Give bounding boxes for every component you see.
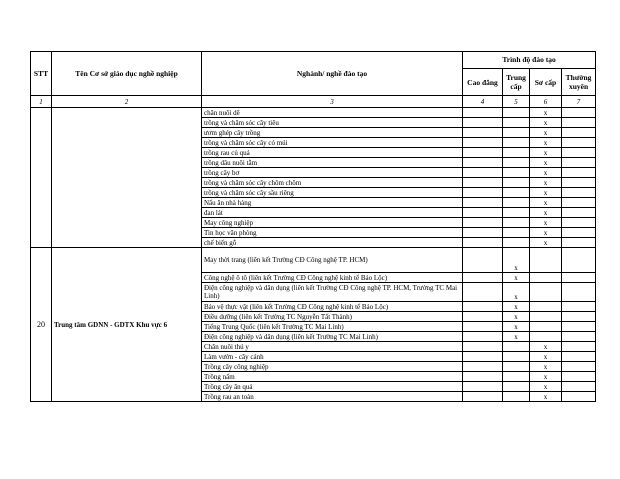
cao-dang-cell xyxy=(463,188,503,198)
col-number: 3 xyxy=(202,96,463,108)
profession-cell: ươm ghép cây trồng xyxy=(202,128,463,138)
thuong-xuyen-cell xyxy=(562,248,596,273)
cao-dang-cell xyxy=(463,312,503,322)
header-cao-dang: Cao đẳng xyxy=(463,69,503,96)
header-trung-cap: Trung cấp xyxy=(503,69,530,96)
so-cap-cell: x xyxy=(530,118,562,128)
cao-dang-cell xyxy=(463,208,503,218)
trung-cap-cell xyxy=(503,382,530,392)
cao-dang-cell xyxy=(463,138,503,148)
profession-cell: Trồng nấm xyxy=(202,372,463,382)
trung-cap-cell: x xyxy=(503,332,530,342)
header-level: Trình độ đào tạo xyxy=(463,52,596,69)
trung-cap-cell xyxy=(503,218,530,228)
so-cap-cell: x xyxy=(530,228,562,238)
cao-dang-cell xyxy=(463,248,503,273)
thuong-xuyen-cell xyxy=(562,118,596,128)
table-row xyxy=(31,108,596,118)
cao-dang-cell xyxy=(463,118,503,128)
trung-cap-cell: x xyxy=(503,312,530,322)
header-profession: Nghành/ nghề đào tạo xyxy=(202,52,463,96)
table-row xyxy=(31,248,596,273)
thuong-xuyen-cell xyxy=(562,198,596,208)
header-so-cap: Sơ cấp xyxy=(530,69,562,96)
so-cap-cell xyxy=(530,332,562,342)
col-number: 5 xyxy=(503,96,530,108)
so-cap-cell: x xyxy=(530,218,562,228)
profession-cell: Tiếng Trung Quốc (liên kết Trường TC Mai Linh) xyxy=(202,322,463,332)
thuong-xuyen-cell xyxy=(562,138,596,148)
trung-cap-cell xyxy=(503,392,530,402)
col-number: 7 xyxy=(562,96,596,108)
trung-cap-cell: x xyxy=(503,322,530,332)
column-number-row xyxy=(31,96,596,108)
so-cap-cell: x xyxy=(530,208,562,218)
thuong-xuyen-cell xyxy=(562,362,596,372)
profession-cell: đan lát xyxy=(202,208,463,218)
profession-cell: trồng và chăm sóc cây có múi xyxy=(202,138,463,148)
so-cap-cell: x xyxy=(530,148,562,158)
trung-cap-cell: x xyxy=(503,248,530,273)
cao-dang-cell xyxy=(463,372,503,382)
profession-cell: trồng cây bơ xyxy=(202,168,463,178)
cao-dang-cell xyxy=(463,108,503,118)
col-number: 2 xyxy=(52,96,202,108)
thuong-xuyen-cell xyxy=(562,322,596,332)
so-cap-cell: x xyxy=(530,342,562,352)
cao-dang-cell xyxy=(463,283,503,302)
cao-dang-cell xyxy=(463,148,503,158)
thuong-xuyen-cell xyxy=(562,168,596,178)
cao-dang-cell xyxy=(463,382,503,392)
profession-cell: Điện công nghiệp và dân dụng (liên kết Trường TC Mai Linh) xyxy=(202,332,463,342)
profession-cell: Chăn nuôi thú y xyxy=(202,342,463,352)
cao-dang-cell xyxy=(463,198,503,208)
thuong-xuyen-cell xyxy=(562,382,596,392)
so-cap-cell: x xyxy=(530,188,562,198)
so-cap-cell xyxy=(530,273,562,283)
profession-cell: Bảo vệ thực vật (liên kết Trường CĐ Công nghệ kinh tế Bảo Lộc) xyxy=(202,302,463,312)
thuong-xuyen-cell xyxy=(562,128,596,138)
trung-cap-cell: x xyxy=(503,273,530,283)
profession-cell: trồng và chăm sóc cây chôm chôm xyxy=(202,178,463,188)
thuong-xuyen-cell xyxy=(562,312,596,322)
institution-cell xyxy=(52,108,202,248)
stt-cell: 20 xyxy=(31,248,52,402)
trung-cap-cell xyxy=(503,118,530,128)
so-cap-cell: x xyxy=(530,392,562,402)
so-cap-cell xyxy=(530,248,562,273)
cao-dang-cell xyxy=(463,302,503,312)
trung-cap-cell xyxy=(503,148,530,158)
profession-cell: Tin học văn phòng xyxy=(202,228,463,238)
thuong-xuyen-cell xyxy=(562,218,596,228)
profession-cell: Làm vườn - cây cảnh xyxy=(202,352,463,362)
trung-cap-cell xyxy=(503,198,530,208)
cao-dang-cell xyxy=(463,168,503,178)
so-cap-cell: x xyxy=(530,178,562,188)
profession-cell: trồng rau củ quả xyxy=(202,148,463,158)
thuong-xuyen-cell xyxy=(562,178,596,188)
cao-dang-cell xyxy=(463,352,503,362)
profession-cell: Nấu ăn nhà hàng xyxy=(202,198,463,208)
header-institution: Tên Cơ sở giáo dục nghề nghiệp xyxy=(52,52,202,96)
training-table xyxy=(30,51,596,402)
so-cap-cell: x xyxy=(530,362,562,372)
trung-cap-cell xyxy=(503,168,530,178)
so-cap-cell: x xyxy=(530,168,562,178)
trung-cap-cell xyxy=(503,128,530,138)
profession-cell: May công nghiệp xyxy=(202,218,463,228)
profession-cell: Điều dưỡng (liên kết Trường TC Nguyễn Tất Thành) xyxy=(202,312,463,322)
profession-cell: Điện công nghiệp và dân dụng (liên kết Trường CĐ Công nghệ TP. HCM, Trường TC Mai Linh) xyxy=(202,283,463,302)
trung-cap-cell: x xyxy=(503,283,530,302)
so-cap-cell: x xyxy=(530,372,562,382)
thuong-xuyen-cell xyxy=(562,302,596,312)
profession-cell: chăn nuôi dê xyxy=(202,108,463,118)
so-cap-cell: x xyxy=(530,352,562,362)
so-cap-cell: x xyxy=(530,238,562,248)
thuong-xuyen-cell xyxy=(562,188,596,198)
header-thuong-xuyen: Thường xuyên xyxy=(562,69,596,96)
institution-name: Trung tâm GDNN - GDTX Khu vực 6 xyxy=(52,248,202,402)
cao-dang-cell xyxy=(463,238,503,248)
trung-cap-cell xyxy=(503,362,530,372)
cao-dang-cell xyxy=(463,273,503,283)
profession-cell: trồng và chăm sóc cây sầu riêng xyxy=(202,188,463,198)
cao-dang-cell xyxy=(463,342,503,352)
trung-cap-cell: x xyxy=(503,302,530,312)
header-stt: STT xyxy=(31,52,52,96)
table-body xyxy=(31,108,596,402)
trung-cap-cell xyxy=(503,208,530,218)
trung-cap-cell xyxy=(503,228,530,238)
cao-dang-cell xyxy=(463,228,503,238)
so-cap-cell: x xyxy=(530,138,562,148)
cao-dang-cell xyxy=(463,392,503,402)
thuong-xuyen-cell xyxy=(562,342,596,352)
thuong-xuyen-cell xyxy=(562,332,596,342)
so-cap-cell xyxy=(530,302,562,312)
profession-cell: trồng dâu nuôi tằm xyxy=(202,158,463,168)
trung-cap-cell xyxy=(503,238,530,248)
so-cap-cell: x xyxy=(530,128,562,138)
cao-dang-cell xyxy=(463,322,503,332)
cao-dang-cell xyxy=(463,158,503,168)
header-row-1 xyxy=(31,52,596,69)
so-cap-cell: x xyxy=(530,382,562,392)
thuong-xuyen-cell xyxy=(562,283,596,302)
trung-cap-cell xyxy=(503,158,530,168)
thuong-xuyen-cell xyxy=(562,352,596,362)
cao-dang-cell xyxy=(463,332,503,342)
thuong-xuyen-cell xyxy=(562,392,596,402)
profession-cell: Công nghệ ô tô (liên kết Trường CĐ Công nghệ kinh tế Bảo Lộc) xyxy=(202,273,463,283)
col-number: 4 xyxy=(463,96,503,108)
profession-cell: Trồng cây công nghiệp xyxy=(202,362,463,372)
so-cap-cell: x xyxy=(530,108,562,118)
thuong-xuyen-cell xyxy=(562,208,596,218)
profession-cell: chế biến gỗ xyxy=(202,238,463,248)
thuong-xuyen-cell xyxy=(562,273,596,283)
thuong-xuyen-cell xyxy=(562,238,596,248)
trung-cap-cell xyxy=(503,352,530,362)
cao-dang-cell xyxy=(463,218,503,228)
cao-dang-cell xyxy=(463,178,503,188)
col-number: 1 xyxy=(31,96,52,108)
so-cap-cell xyxy=(530,322,562,332)
so-cap-cell: x xyxy=(530,198,562,208)
trung-cap-cell xyxy=(503,108,530,118)
thuong-xuyen-cell xyxy=(562,228,596,238)
so-cap-cell: x xyxy=(530,158,562,168)
profession-cell: trồng và chăm sóc cây tiêu xyxy=(202,118,463,128)
so-cap-cell xyxy=(530,283,562,302)
profession-cell: Trồng rau an toàn xyxy=(202,392,463,402)
so-cap-cell xyxy=(530,312,562,322)
thuong-xuyen-cell xyxy=(562,148,596,158)
thuong-xuyen-cell xyxy=(562,108,596,118)
cao-dang-cell xyxy=(463,128,503,138)
cao-dang-cell xyxy=(463,362,503,372)
trung-cap-cell xyxy=(503,188,530,198)
thuong-xuyen-cell xyxy=(562,158,596,168)
trung-cap-cell xyxy=(503,138,530,148)
trung-cap-cell xyxy=(503,178,530,188)
thuong-xuyen-cell xyxy=(562,372,596,382)
trung-cap-cell xyxy=(503,372,530,382)
stt-cell xyxy=(31,108,52,248)
profession-cell: May thời trang (liên kết Trường CĐ Công nghệ TP. HCM) xyxy=(202,248,463,273)
profession-cell: Trồng cây ăn quả xyxy=(202,382,463,392)
trung-cap-cell xyxy=(503,342,530,352)
col-number: 6 xyxy=(530,96,562,108)
